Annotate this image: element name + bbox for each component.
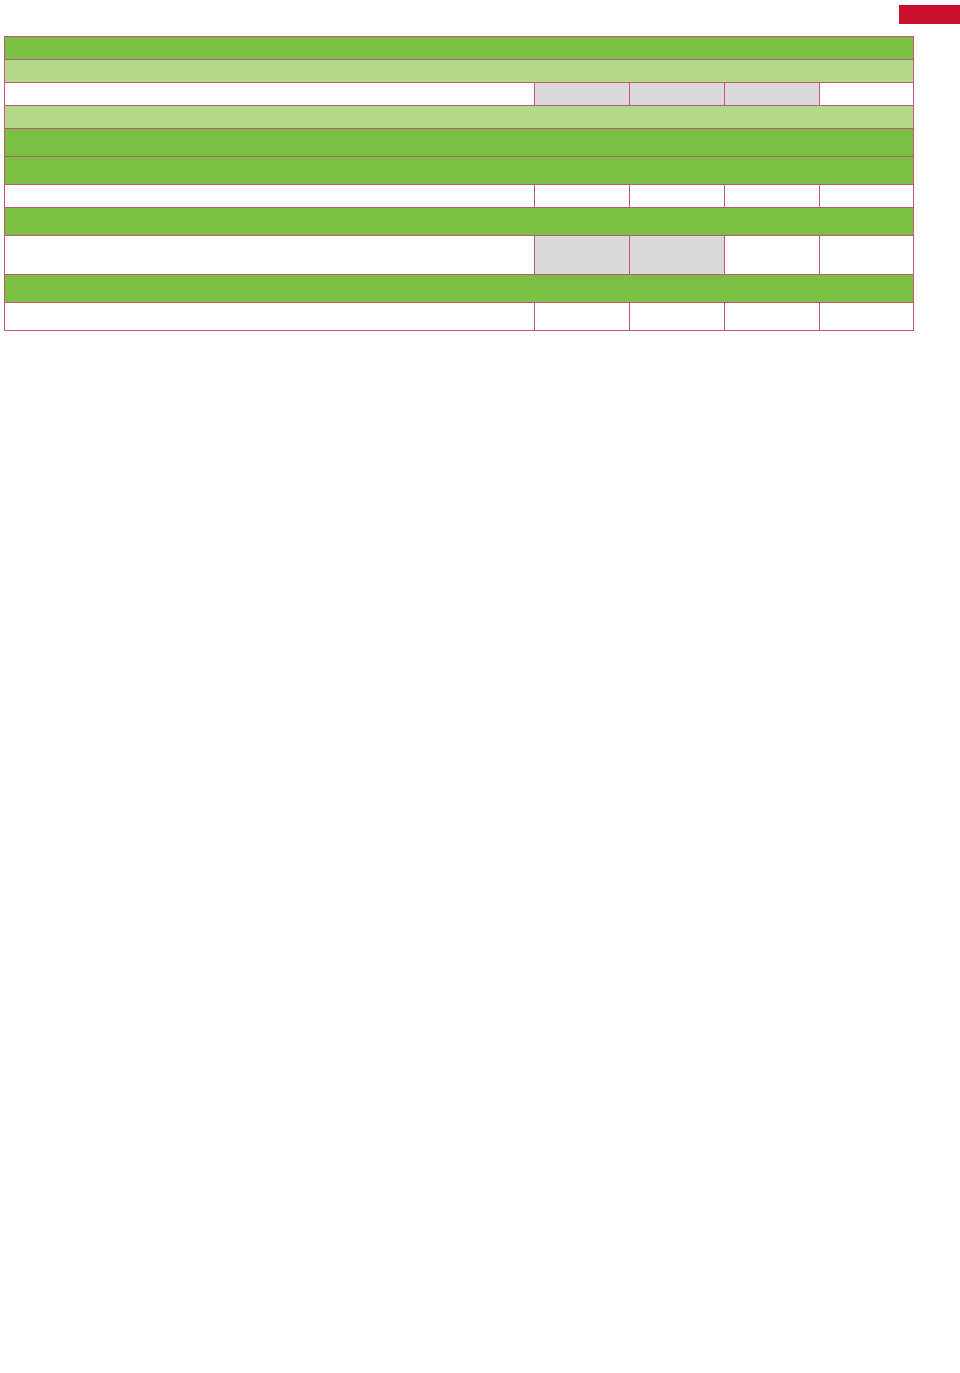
table-row (5, 185, 914, 208)
row-label (5, 83, 535, 106)
value-cell (535, 83, 630, 106)
value-cell (725, 83, 820, 106)
table-row (5, 236, 914, 275)
accent-bar (899, 5, 960, 24)
coverage-table (4, 36, 914, 331)
row-label (5, 236, 535, 275)
section-zasilek (5, 208, 914, 236)
value-cell (725, 303, 820, 331)
value-cell (820, 83, 914, 106)
value-cell (630, 83, 725, 106)
value-cell (630, 185, 725, 208)
section-stomatologia (5, 37, 914, 60)
value-cell (630, 303, 725, 331)
value-cell (535, 185, 630, 208)
section-przeglad (5, 129, 914, 157)
value-cell (535, 236, 630, 275)
value-cell (630, 236, 725, 275)
value-cell (725, 236, 820, 275)
table-row (5, 83, 914, 106)
value-cell (820, 185, 914, 208)
subsection-zachowawcza (5, 106, 914, 129)
value-cell (820, 303, 914, 331)
subsection-periodontologia (5, 60, 914, 83)
row-label (5, 185, 535, 208)
value-cell (725, 185, 820, 208)
row-label (5, 303, 535, 331)
section-opieka (5, 157, 914, 185)
value-cell (535, 303, 630, 331)
value-cell (820, 236, 914, 275)
table-row (5, 303, 914, 331)
section-zwrot (5, 275, 914, 303)
